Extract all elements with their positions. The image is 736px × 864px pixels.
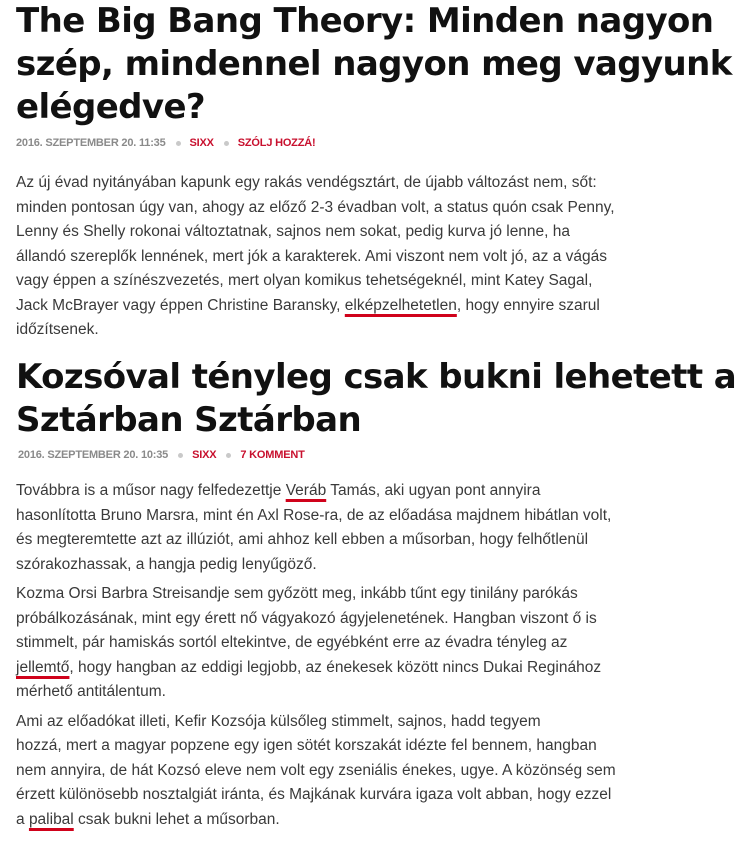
text-line: érzett különösebb nosztalgiát iránta, és Majkának kurvára igaza volt abban, hogy ezzel [16, 786, 612, 803]
text-line: minden pontosan úgy van, ahogy az előző 2-3 évadban volt, a status quón csak Penny, [16, 198, 615, 216]
paragraph [16, 582, 658, 705]
text-line: nem annyira, de hát Kozsó eleve nem volt egy zseniális énekes, ugye. A közönség sem [16, 761, 616, 779]
article-body [16, 479, 658, 832]
article-kozso [16, 356, 736, 832]
text-line: időzítsenek. [16, 321, 99, 338]
article-meta [16, 134, 658, 152]
meta-separator [224, 141, 229, 146]
text-line: vagy éppen a színészvezetés, mert olyan komikus tehetségeknél, mint Katey Sagal, [16, 272, 593, 289]
text-line: Ami az előadókat illeti, Kefir Kozsója külsőleg stimmelt, sajnos, hadd tegyem [16, 712, 541, 730]
paragraph [16, 710, 658, 833]
typo-underlined-word: jellemtő [16, 658, 70, 676]
text-line: mérhető antitálentum. [16, 683, 166, 700]
text-line [16, 479, 658, 504]
title-line[interactable]: elégedve? [16, 87, 206, 127]
author-link[interactable]: SIXX [189, 137, 214, 149]
author-link[interactable]: SIXX [192, 449, 217, 461]
title-line[interactable]: szép, mindennel nagyon meg vagyunk [16, 44, 732, 84]
title-line[interactable]: Sztárban Sztárban [16, 400, 362, 440]
text-line: stimmelt, pár hamiskás sortól eltekintve, de egyébként erre az évadra tényleg az [16, 634, 568, 651]
post-date: 2016. SZEPTEMBER 20. 11:35 [16, 137, 166, 149]
text-fragment: a [16, 810, 29, 828]
text-fragment: Továbbra is a műsor nagy felfedezettje [16, 482, 286, 499]
text-line: Az új évad nyitányában kapunk egy rakás vendégsztárt, de újabb változást nem, sőt: [16, 174, 597, 191]
text-line: hasonlította Bruno Marsra, mint én Axl Rose-ra, de az előadása majdnem hibátlan volt, [16, 506, 612, 524]
meta-separator [178, 453, 183, 458]
text-fragment: , hogy ennyire szarul [456, 296, 600, 314]
comment-link[interactable]: 7 KOMMENT [240, 449, 305, 461]
text-line: hozzá, mert a magyar popzene egy igen sötét korszakát idézte fel bennem, hangban [16, 737, 597, 754]
meta-separator [176, 141, 181, 146]
text-fragment: , hogy hangban az eddigi legjobb, az énekesek között nincs Dukai Reginához [69, 658, 602, 676]
text-line: és megteremtette azt az illúziót, ami ahhoz kell ebben a műsorban, hogy felhőtlenül [16, 531, 589, 548]
text-fragment: csak bukni lehet a műsorban. [73, 810, 280, 828]
text-fragment: Tamás, aki ugyan pont annyira [326, 482, 541, 499]
text-line: próbálkozásának, mint egy érett nő vágyakozó ágyjelenetének. Hangban viszont ő is [16, 609, 597, 627]
text-line: Kozma Orsi Barbra Streisandje sem győzött meg, inkább tűnt egy tinilány parókás [16, 585, 578, 602]
text-line [16, 294, 658, 319]
text-line [16, 656, 658, 681]
text-line [16, 808, 658, 833]
title-line[interactable]: The Big Bang Theory: Minden nagyon [16, 1, 714, 41]
article-title[interactable] [16, 0, 732, 129]
title-line[interactable]: Kozsóval tényleg csak bukni lehetett a [16, 357, 736, 397]
article-title[interactable] [16, 356, 736, 442]
typo-underlined-word: Veráb [285, 482, 327, 499]
typo-underlined-word: elképzelhetetlen [344, 296, 457, 314]
meta-separator [226, 453, 231, 458]
paragraph [16, 479, 658, 577]
comment-link[interactable]: SZÓLJ HOZZÁ! [237, 137, 316, 149]
article-meta [16, 446, 658, 464]
paragraph [16, 171, 658, 343]
article-body [16, 171, 658, 343]
typo-underlined-word: palibal [28, 810, 74, 828]
text-line: állandó szereplők lennének, mert jók a karakterek. Ami viszont nem volt jó, az a vágás [16, 247, 608, 265]
article-big-bang-theory [16, 0, 732, 343]
text-fragment: Jack McBrayer vagy éppen Christine Baransky, [16, 296, 345, 314]
post-date: 2016. SZEPTEMBER 20. 10:35 [18, 449, 169, 461]
text-line: szórakozhassak, a hangja pedig lenyűgöző. [16, 555, 317, 573]
text-line: Lenny és Shelly rokonai változtatnak, sajnos nem sokat, pedig kurva jó lenne, ha [16, 223, 571, 240]
